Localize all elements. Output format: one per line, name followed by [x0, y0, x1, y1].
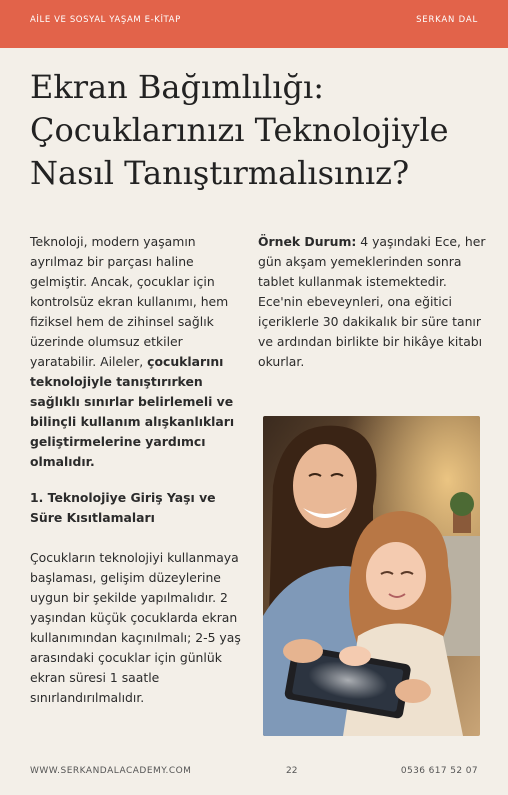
header-bar — [0, 0, 508, 48]
title-line-1: Ekran Bağımlılığı: — [30, 68, 324, 106]
intro-paragraph — [30, 232, 252, 472]
page-title — [30, 66, 490, 195]
mother-child-tablet-photo — [263, 416, 480, 736]
example-label: Örnek Durum: — [258, 234, 357, 249]
section-heading: 1. Teknolojiye Giriş Yaşı ve Süre Kısıtlamaları — [30, 490, 216, 525]
ebook-category-label: AİLE VE SOSYAL YAŞAM E-KİTAP — [30, 15, 181, 25]
intro-text: Teknoloji, modern yaşamın ayrılmaz bir parçası haline gelmiştir. Ancak, çocuklar için kontrolsüz ekran kullanımı, hem fiziksel hem de zihinsel sağlık üzerinde olumsuz etkiler yaratabilir. Aileler, — [30, 234, 229, 369]
example-text: 4 yaşındaki Ece, her gün akşam yemeklerinden sonra tablet kullanmak istemektedir. Ece'nin ebeveynleri, ona eğitici içeriklerle 30 dakikalık bir süre tanır ve ardından birlikte bir hikâye kitabı okurlar. — [258, 234, 486, 369]
phone-number: 0536 617 52 07 — [400, 766, 478, 776]
section-paragraph: Çocukların teknolojiyi kullanmaya başlaması, gelişim düzeylerine uygun bir şekilde yapılmalıdır. 2 yaşından küçük çocuklarda ekran kullanımından kaçınılmalı; 2-5 yaş arasındaki çocuklar için günlük ekran süresi 1 saatle sınırlandırılmalıdır. — [30, 550, 241, 705]
title-line-2: Çocuklarınızı Teknolojiyle — [30, 111, 449, 149]
author-name: SERKAN DAL — [416, 15, 478, 25]
website-link[interactable]: WWW.SERKANDALACADEMY.COM — [30, 766, 192, 776]
intro-bold-text: çocuklarını teknolojiyle tanıştırırken sağlıklı sınırlar belirlemeli ve bilinçli kullanım alışkanlıkları geliştirmelerine yardımcı olmalıdır. — [30, 354, 235, 469]
page-number: 22 — [286, 766, 298, 776]
example-paragraph — [258, 232, 486, 372]
title-line-3: Nasıl Tanıştırmalısınız? — [30, 154, 410, 192]
